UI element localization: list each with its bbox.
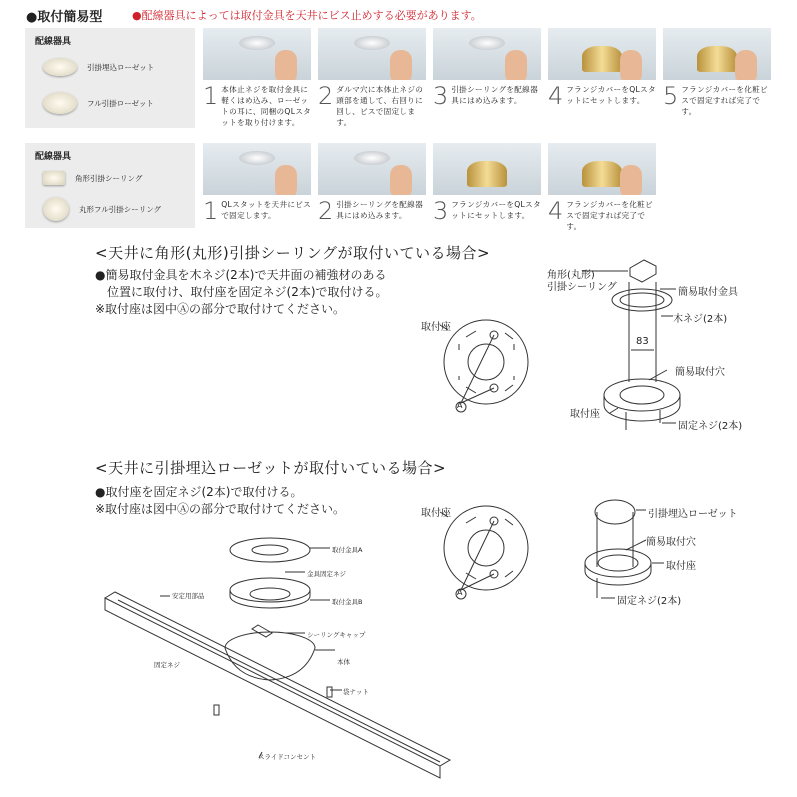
label-hole: 簡易取付穴 <box>675 367 725 378</box>
label-fix-screw: 固定ネジ(2本) <box>678 421 743 432</box>
part-label: スライドコンセント <box>258 753 317 761</box>
label-wood-screw: 木ネジ(2本) <box>673 314 728 325</box>
part-label: 金具固定ネジ <box>307 570 346 578</box>
label-a: A <box>457 588 463 597</box>
label-mounting-seat: 取付座 <box>421 508 451 519</box>
step-number: 2 <box>318 197 334 225</box>
step-text: フランジカバーをQLスタットにセットします。 <box>451 200 541 220</box>
panel-title: 配線器具 <box>35 152 72 162</box>
label-ceiling: 角形(丸形) <box>547 270 595 281</box>
part-label: 取付金具A <box>332 546 363 554</box>
step-text: 本体止ネジを取付金具に軽くはめ込み、ローゼットの耳に、同梱のQLスタットを取り付けます。 <box>221 85 312 127</box>
step-number: 5 <box>663 82 679 110</box>
step-number: 2 <box>318 82 334 110</box>
step-number: 1 <box>203 197 219 225</box>
instruction-line: 位置に取付け、取付座を固定ネジ(2本)で取付ける。 <box>95 285 388 299</box>
step-text: ダルマ穴に本体止ネジの頭部を通して、右回りに回し、ビスで固定します。 <box>336 85 424 127</box>
section-heading: <天井に角形(丸形)引掛シーリングが取付いている場合> <box>95 244 491 262</box>
label-hole: 簡易取付穴 <box>646 537 696 548</box>
warning-note: ●配線器具によっては取付金具を天井にビス止めする必要があります。 <box>132 9 482 22</box>
step-text: QLスタットを天井にビスで固定します。 <box>221 200 312 220</box>
step-text: 引掛シーリングを配線器具にはめ込みます。 <box>336 200 423 220</box>
part-label: シーリングキャップ <box>307 631 366 639</box>
label-rosette: 引掛埋込ローゼット <box>648 509 738 520</box>
part-label: 取付金具B <box>332 598 363 606</box>
step-number: 3 <box>433 82 449 110</box>
part-label: 安定用部品 <box>172 592 205 600</box>
label-mounting-seat: 取付座 <box>421 322 451 333</box>
label-a: A <box>457 401 463 410</box>
device-label: 丸形フル引掛シーリング <box>79 204 162 214</box>
instruction-line: ※取付座は図中Ⓐの部分で取付けてください。 <box>95 502 346 516</box>
step-number: 4 <box>548 82 564 110</box>
step-number: 1 <box>203 82 219 110</box>
panel-title: 配線器具 <box>35 37 72 47</box>
label-ceiling: 引掛シーリング <box>547 282 617 293</box>
part-label: 袋ナット <box>343 688 369 696</box>
part-label: 本体 <box>337 658 350 666</box>
label-seat: 取付座 <box>570 409 600 420</box>
instruction-line: ●取付座を固定ネジ(2本)で取付ける。 <box>95 485 303 499</box>
section-title: ●取付簡易型 <box>26 10 103 25</box>
step-text: フランジカバーを化粧ビスで固定すれば完了です。 <box>681 85 768 116</box>
part-label: 固定ネジ <box>154 661 180 669</box>
label-fix-screw: 固定ネジ(2本) <box>617 596 682 607</box>
device-label: 角形引掛シーリング <box>75 173 143 183</box>
instruction-line: ※取付座は図中Ⓐの部分で取付けてください。 <box>95 302 346 316</box>
dimension-label: 83 <box>636 336 649 347</box>
step-text: フランジカバーをQLスタットにセットします。 <box>566 85 656 105</box>
section-heading: <天井に引掛埋込ローゼットが取付いている場合> <box>95 459 447 477</box>
device-label: フル引掛ローゼット <box>87 98 154 108</box>
instruction-line: ●簡易取付金具を木ネジ(2本)で天井面の補強材のある <box>95 268 387 282</box>
step-text: 引掛シーリングを配線器具にはめ込みます。 <box>451 85 538 105</box>
label-bracket: 簡易取付金具 <box>678 287 738 298</box>
step-number: 3 <box>433 197 449 225</box>
device-label: 引掛埋込ローゼット <box>87 62 155 72</box>
step-text: フランジカバーを化粧ビスで固定すれば完了です。 <box>566 200 653 231</box>
step-number: 4 <box>548 197 564 225</box>
label-seat: 取付座 <box>666 561 696 572</box>
